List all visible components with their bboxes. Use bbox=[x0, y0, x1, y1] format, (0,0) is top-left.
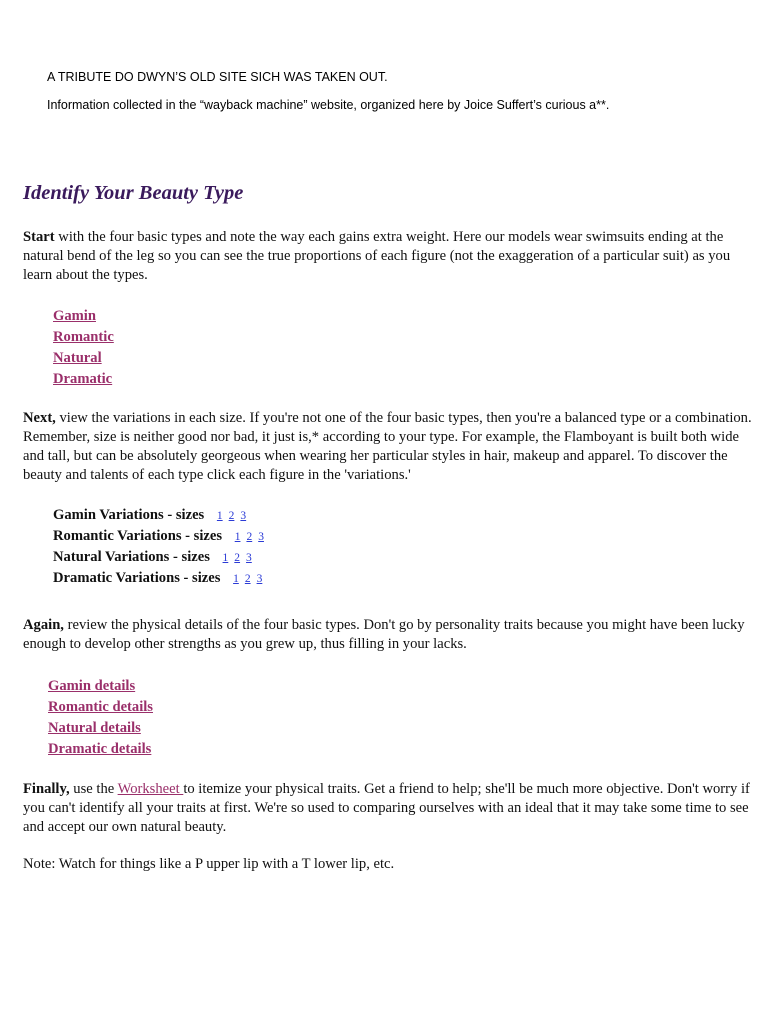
variation-suffix: - sizes bbox=[169, 549, 210, 565]
variation-row-gamin bbox=[53, 505, 264, 526]
variation-row-natural bbox=[53, 547, 264, 568]
variation-suffix: - sizes bbox=[181, 528, 223, 544]
variation-row-dramatic bbox=[53, 568, 264, 589]
link-dramatic[interactable]: Dramatic bbox=[53, 371, 113, 387]
variation-label: Gamin Variations bbox=[53, 507, 164, 523]
finally-pre: use the bbox=[69, 781, 118, 797]
gamin-size-2-link[interactable]: 2 bbox=[228, 510, 235, 522]
variation-label: Dramatic Variations bbox=[53, 570, 180, 586]
link-dramatic-details[interactable]: Dramatic details bbox=[48, 741, 152, 757]
natural-size-2-link[interactable]: 2 bbox=[234, 552, 241, 564]
next-lead: Next, bbox=[23, 410, 56, 426]
intro-paragraph bbox=[23, 228, 758, 285]
variation-label: Natural Variations bbox=[53, 549, 170, 565]
link-natural-details[interactable]: Natural details bbox=[48, 720, 141, 736]
romantic-size-2-link[interactable]: 2 bbox=[246, 531, 253, 543]
variation-label: Romantic Variations bbox=[53, 528, 182, 544]
finally-lead: Finally, bbox=[23, 781, 70, 797]
link-gamin-details[interactable]: Gamin details bbox=[48, 678, 136, 694]
variation-suffix: - sizes bbox=[163, 507, 205, 523]
worksheet-link[interactable]: Worksheet bbox=[117, 781, 184, 797]
tribute-source-note: Information collected in the “wayback machine” website, organized here by Joice Suffert’s curious a**. bbox=[47, 98, 610, 112]
again-text: review the physical details of the four basic types. Don't go by personality traits because you might have been lucky enough to develop other strengths as you grew up, thus filling in your lacks. bbox=[23, 617, 745, 652]
intro-text: with the four basic types and note the way each gains extra weight. Here our models wear swimsuits ending at the natural bend of the leg so you can see the true proportions of each figure (not the exaggeration of a particular suit) as you learn about the types. bbox=[23, 229, 731, 283]
dramatic-size-2-link[interactable]: 2 bbox=[244, 573, 251, 585]
dramatic-size-1-link[interactable]: 1 bbox=[233, 573, 239, 585]
note-paragraph: Note: Watch for things like a P upper lip with a T lower lip, etc. bbox=[23, 856, 395, 872]
intro-lead: Start bbox=[23, 229, 55, 245]
dramatic-size-3-link[interactable]: 3 bbox=[256, 573, 263, 585]
tribute-heading: A TRIBUTE DO DWYN’S OLD SITE SICH WAS TAKEN OUT. bbox=[47, 70, 388, 84]
next-text: view the variations in each size. If you're not one of the four basic types, then you're a balanced type or a combination. Remember, size is neither good nor bad, it just is,* according to your type. For example, the Flamboyant is built both wide and tall, but can be absolutely georgeous when wearing her particular styles in hair, makeup and apparel. To discover the beauty and talents of each type click each figure in the 'variations.' bbox=[23, 410, 752, 483]
gamin-size-3-link[interactable]: 3 bbox=[240, 510, 247, 522]
again-paragraph bbox=[23, 616, 758, 654]
link-romantic-details[interactable]: Romantic details bbox=[48, 699, 153, 715]
link-gamin[interactable]: Gamin bbox=[53, 308, 96, 324]
variation-row-romantic bbox=[53, 526, 264, 547]
natural-size-3-link[interactable]: 3 bbox=[246, 552, 252, 564]
romantic-size-3-link[interactable]: 3 bbox=[258, 531, 264, 543]
next-paragraph bbox=[23, 409, 758, 485]
finally-post: to itemize your physical traits. Get a friend to help; she'll be much more objective. Don't worry if you can't identify all your traits at first. We're so used to comparing ourselves with an ideal that it may take some time to see and accept our own natural beauty. bbox=[23, 781, 750, 835]
type-link-list bbox=[53, 306, 114, 390]
again-lead: Again, bbox=[23, 617, 64, 633]
finally-paragraph bbox=[23, 780, 758, 837]
variation-suffix: - sizes bbox=[179, 570, 221, 586]
variations-list bbox=[53, 505, 264, 589]
natural-size-1-link[interactable]: 1 bbox=[222, 552, 229, 564]
link-natural[interactable]: Natural bbox=[53, 350, 102, 366]
romantic-size-1-link[interactable]: 1 bbox=[234, 531, 241, 543]
gamin-size-1-link[interactable]: 1 bbox=[216, 510, 223, 522]
details-link-list bbox=[48, 676, 153, 760]
page-title: Identify Your Beauty Type bbox=[23, 182, 244, 204]
link-romantic[interactable]: Romantic bbox=[53, 329, 114, 345]
